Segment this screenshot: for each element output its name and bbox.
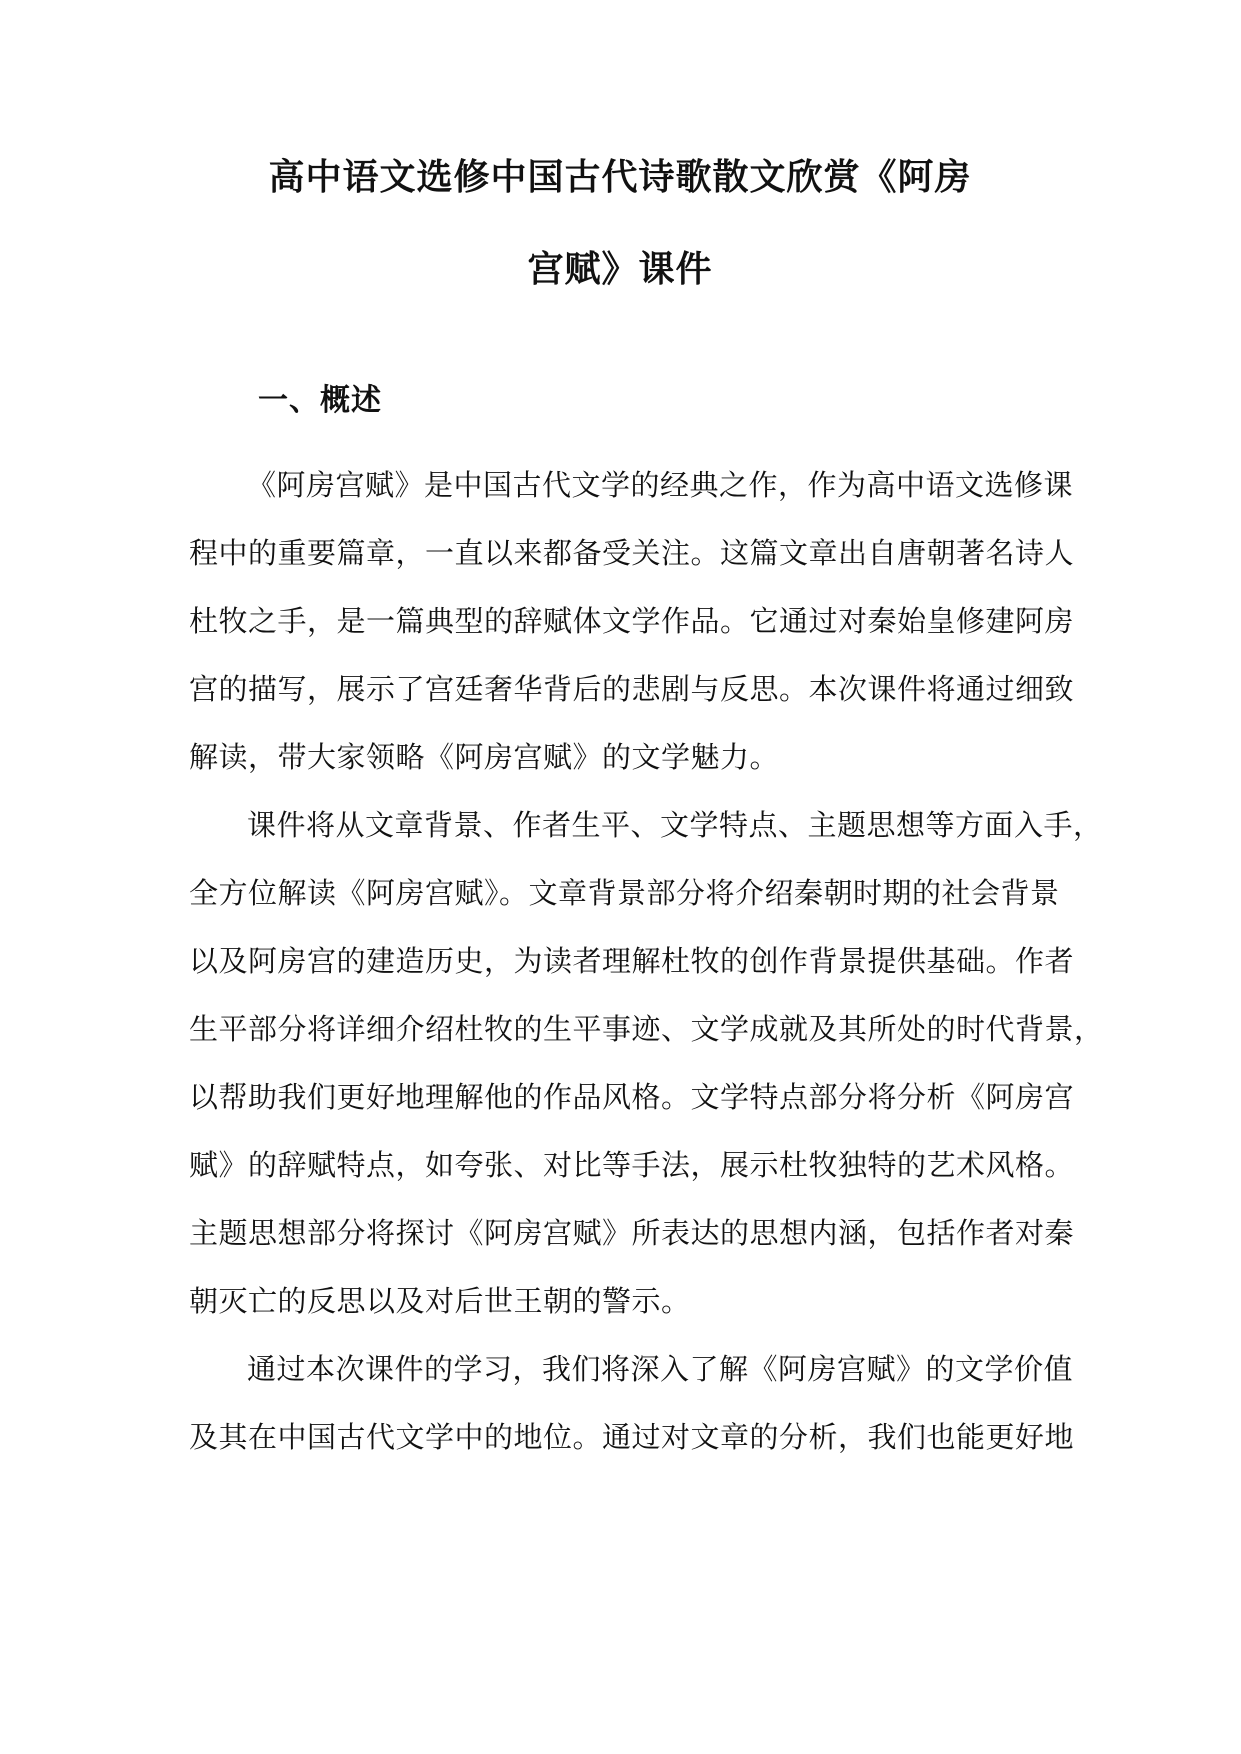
document-title-line-2: 宫赋》课件: [527, 249, 713, 290]
paragraph-line: 生平部分将详细介绍杜牧的生平事迹、文学成就及其所处的时代背景，: [189, 1012, 1104, 1046]
paragraph-line: 朝灭亡的反思以及对后世王朝的警示。: [189, 1284, 691, 1318]
paragraph-line: 宫的描写，展示了宫廷奢华背后的悲剧与反思。本次课件将通过细致: [189, 672, 1075, 706]
paragraph-line: 以帮助我们更好地理解他的作品风格。文学特点部分将分析《阿房宫: [189, 1080, 1075, 1114]
paragraph-line: 程中的重要篇章，一直以来都备受关注。这篇文章出自唐朝著名诗人: [189, 536, 1075, 570]
section-heading: 一、概述: [258, 383, 382, 418]
paragraph-line: 通过本次课件的学习，我们将深入了解《阿房宫赋》的文学价值: [247, 1352, 1074, 1386]
paragraph-line: 以及阿房宫的建造历史，为读者理解杜牧的创作背景提供基础。作者: [189, 944, 1075, 978]
paragraph-line: 解读，带大家领略《阿房宫赋》的文学魅力。: [189, 740, 780, 774]
document-title-line-1: 高中语文选修中国古代诗歌散文欣赏《阿房: [268, 157, 972, 198]
body-text: [189, 465, 1104, 1485]
paragraph-line: 主题思想部分将探讨《阿房宫赋》所表达的思想内涵，包括作者对秦: [189, 1216, 1075, 1250]
paragraph-line: 课件将从文章背景、作者生平、文学特点、主题思想等方面入手，: [247, 808, 1103, 842]
paragraph-line: 赋》的辞赋特点，如夸张、对比等手法，展示杜牧独特的艺术风格。: [189, 1148, 1075, 1182]
paragraph-line: 全方位解读《阿房宫赋》。文章背景部分将介绍秦朝时期的社会背景: [189, 876, 1060, 910]
paragraph-line: 杜牧之手，是一篇典型的辞赋体文学作品。它通过对秦始皇修建阿房: [189, 604, 1075, 638]
paragraph-line: 《阿房宫赋》是中国古代文学的经典之作，作为高中语文选修课: [247, 468, 1074, 502]
paragraph-line: 及其在中国古代文学中的地位。通过对文章的分析，我们也能更好地: [189, 1420, 1075, 1454]
